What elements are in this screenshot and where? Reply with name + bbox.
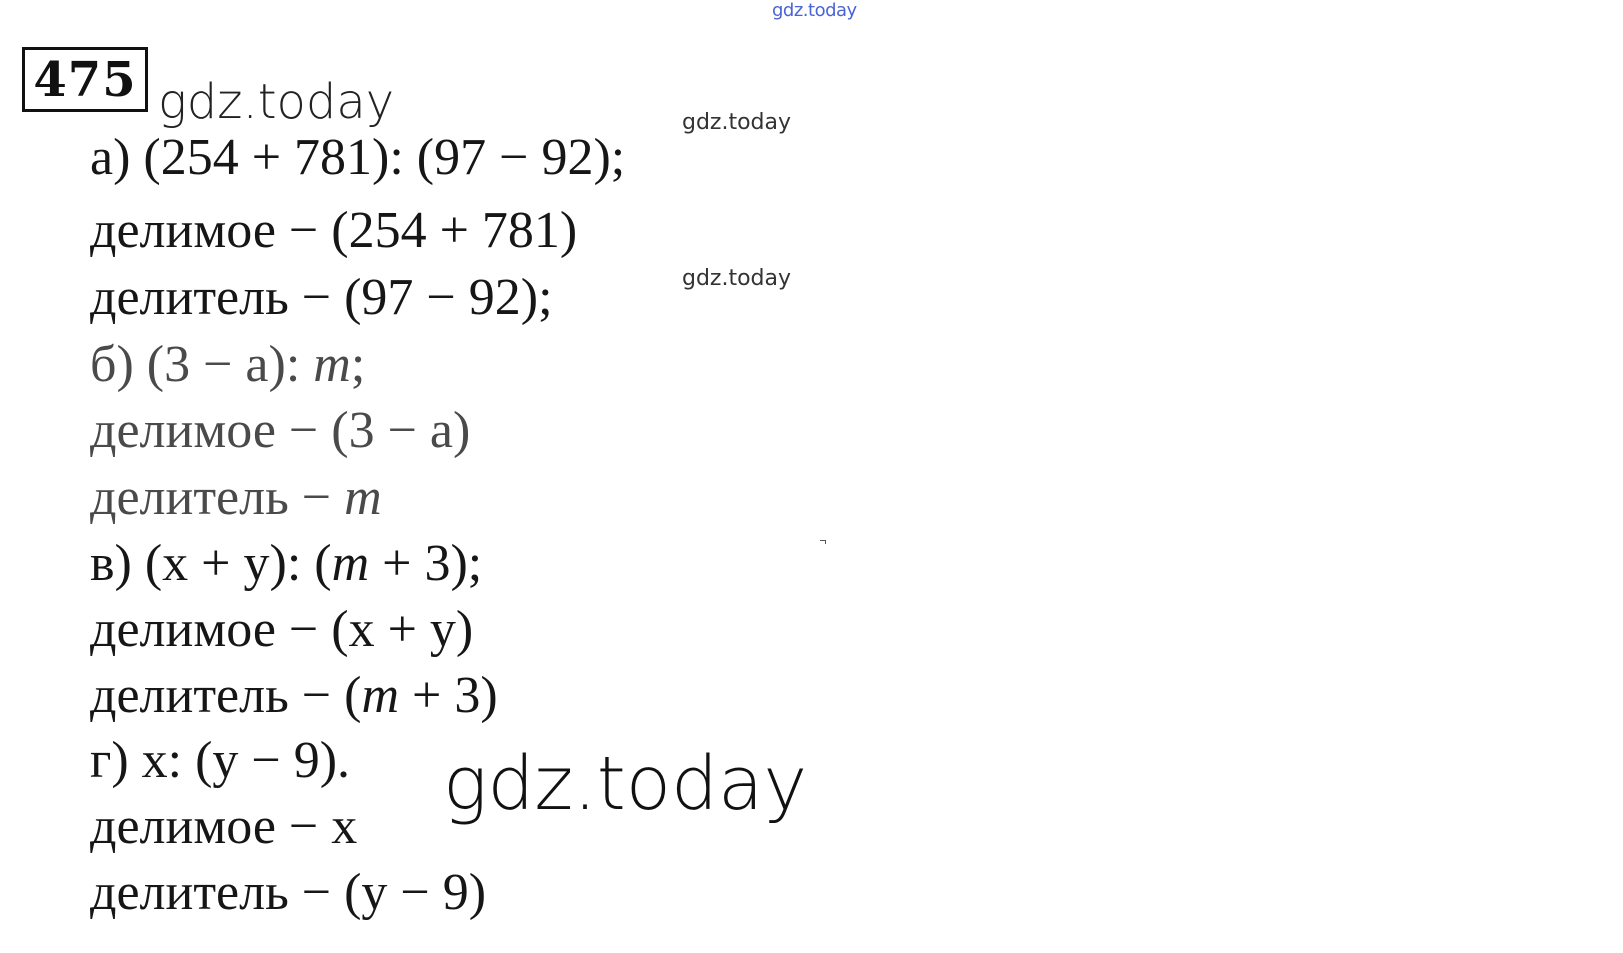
scan-mark [820, 540, 826, 544]
solution-line-a-dividend: делимое − (254 + 781) [90, 202, 578, 259]
watermark-large-1: gdz.today [158, 74, 395, 130]
solution-line-v-divisor [90, 667, 498, 724]
solution-line-g-divisor: делитель − (y − 9) [90, 864, 487, 921]
line-b-divisor-prefix: делитель − [90, 469, 345, 526]
line-v-divisor-prefix: делитель − ( [90, 667, 362, 724]
variable-m: m [313, 336, 351, 393]
line-v-divisor-suffix: + 3) [399, 667, 498, 724]
variable-m: m [344, 469, 382, 526]
line-b-expression-prefix: б) (3 − а): [90, 336, 314, 393]
watermark-small-2: gdz.today [682, 266, 792, 291]
line-b-expression-suffix: ; [350, 336, 366, 393]
solution-line-v-expression [90, 535, 483, 592]
solution-line-a-expression: а) (254 + 781): (97 − 92); [90, 129, 626, 186]
line-v-expression-prefix: в) (x + y): ( [90, 535, 332, 592]
problem-number: 475 [33, 51, 137, 108]
watermark-large-2: gdz.today [443, 741, 808, 827]
solution-line-b-expression [90, 336, 366, 393]
solution-line-b-divisor [90, 469, 382, 526]
watermark-small-1: gdz.today [682, 110, 792, 135]
variable-m: m [361, 667, 399, 724]
variable-m: m [331, 535, 370, 592]
solution-line-g-expression: г) x: (y − 9). [90, 732, 351, 789]
watermark-top: gdz.today [772, 0, 857, 21]
solution-line-b-dividend: делимое − (3 − а) [90, 402, 471, 459]
solution-line-a-divisor: делитель − (97 − 92); [90, 269, 553, 326]
solution-line-v-dividend: делимое − (x + y) [90, 601, 474, 658]
line-v-expression-suffix: + 3); [369, 535, 483, 592]
solution-line-g-dividend: делимое − x [90, 798, 358, 855]
problem-number-box [22, 47, 148, 112]
